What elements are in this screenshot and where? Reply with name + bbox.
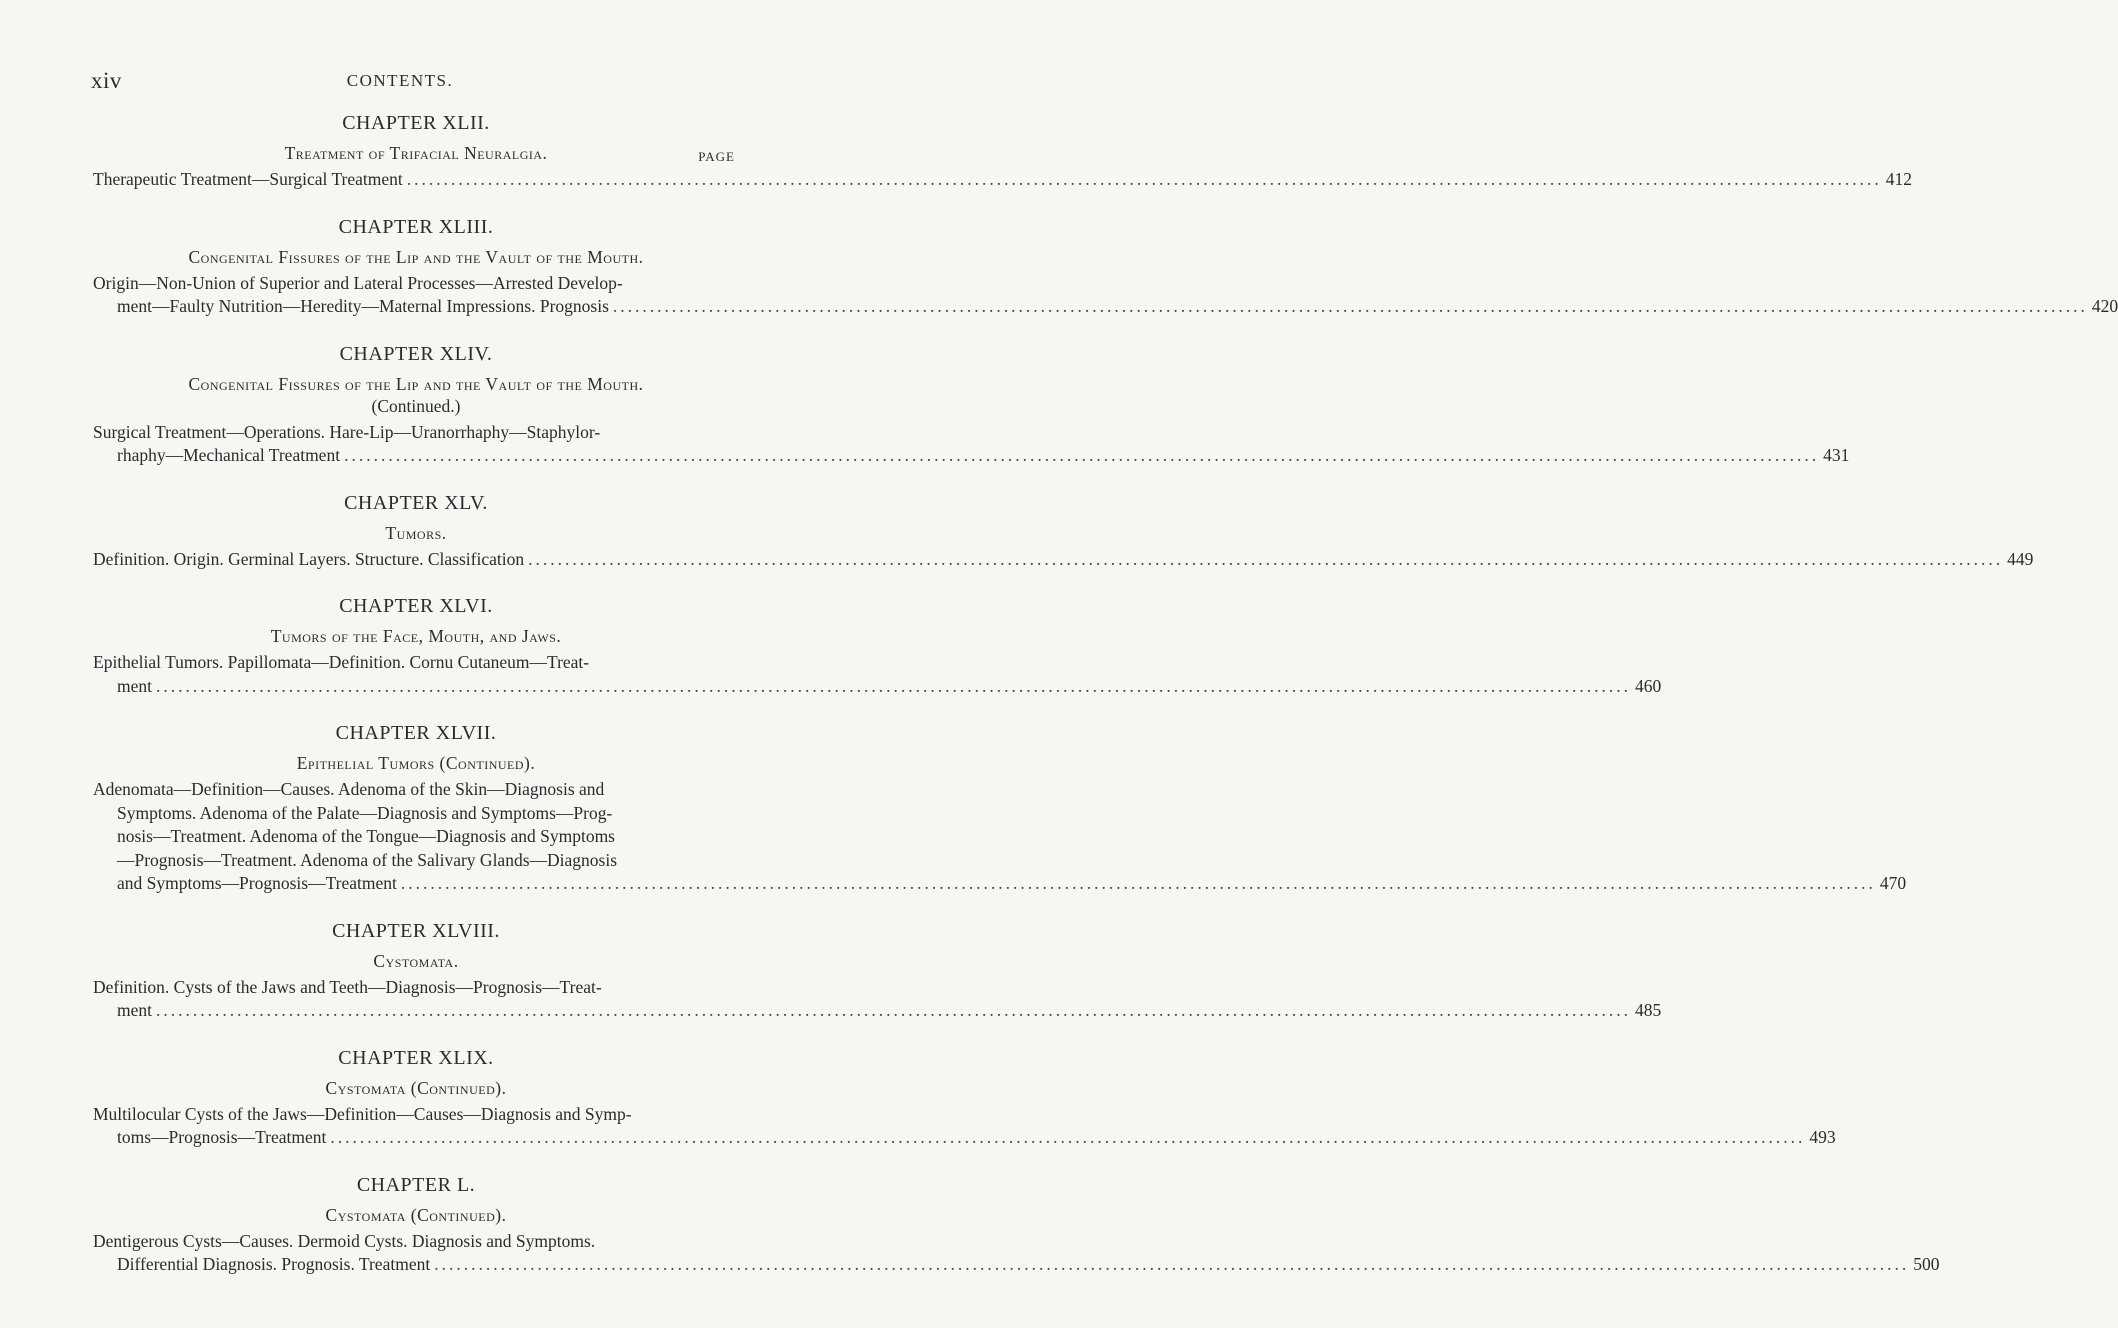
chapter-summary <box>93 272 2118 319</box>
summary-line <box>93 651 739 675</box>
chapter-title: Cystomata. <box>373 950 459 971</box>
chapter-summary <box>93 1230 1940 1277</box>
chapter-title: Congenital Fissures of the Lip and the Vault of the Mouth. <box>188 246 644 267</box>
chapter-number: CHAPTER XLVIII. <box>332 919 500 942</box>
chapter-entry <box>93 1172 1940 1277</box>
summary-text: toms—Prognosis—Treatment <box>117 1127 327 1147</box>
chapter-number: CHAPTER XLVI. <box>339 595 493 617</box>
summary-text: Therapeutic Treatment—Surgical Treatment <box>93 169 403 189</box>
chapter-title-row <box>93 625 739 647</box>
chapter-number: CHAPTER L. <box>356 1173 476 1196</box>
page-folio: xiv <box>91 68 122 93</box>
dot-leader: ........................................................................................................................................................................................................ <box>400 873 1876 893</box>
chapter-title-row <box>93 752 739 774</box>
dot-leader: ........................................................................................................................................................................................................ <box>528 548 2004 569</box>
summary-text: ment <box>117 1000 152 1020</box>
chapter-summary <box>93 168 1913 192</box>
dot-leader: ........................................................................................................................................................................................................ <box>406 169 1882 189</box>
page-number: 412 <box>1885 169 1913 189</box>
chapter-summary <box>93 976 1662 1023</box>
chapter-entry <box>93 918 1662 1023</box>
chapter-number: CHAPTER XLIX. <box>338 1046 494 1069</box>
chapter-subtitle: (Continued.) <box>371 395 461 416</box>
summary-line <box>93 825 739 849</box>
chapter-summary <box>93 1103 1836 1150</box>
summary-line <box>93 421 739 445</box>
page-number: 449 <box>2007 548 2034 569</box>
summary-line <box>93 872 1907 896</box>
summary-text: rhaphy—Mechanical Treatment <box>117 445 341 465</box>
summary-text: Adenomata—Definition—Causes. Adenoma of the Skin—Diagnosis and <box>93 779 605 799</box>
summary-text: ment—Faulty Nutrition—Heredity—Maternal Impressions. Prognosis <box>117 296 609 316</box>
dot-leader: ........................................................................................................................................................................................................ <box>434 1254 1910 1274</box>
page-number: 493 <box>1809 1127 1836 1147</box>
page-number: 470 <box>1879 873 1907 893</box>
summary-text: Surgical Treatment—Operations. Hare-Lip—Uranorrhaphy—Staphylor- <box>93 421 601 442</box>
chapter-summary <box>93 651 1662 698</box>
chapter-title: Cystomata (Continued). <box>325 1204 507 1225</box>
chapter-entry <box>93 720 1907 896</box>
summary-text: Epithelial Tumors. Papillomata—Definition. Cornu Cutaneum—Treat- <box>93 652 590 672</box>
dot-leader: ........................................................................................................................................................................................................ <box>612 296 2088 316</box>
summary-line <box>93 548 2034 572</box>
summary-line <box>93 272 739 296</box>
summary-line <box>93 675 1662 699</box>
chapter-title-row <box>93 950 739 972</box>
chapter-summary <box>93 778 1907 896</box>
summary-text: ment <box>117 675 152 696</box>
chapter-title: Congenital Fissures of the Lip and the Vault of the Mouth. <box>188 373 644 394</box>
chapter-entry <box>93 593 1662 698</box>
chapter-entry <box>93 110 1913 192</box>
summary-line <box>93 1103 739 1127</box>
running-title: CONTENTS. <box>346 71 454 90</box>
chapter-number: CHAPTER XLV. <box>344 491 488 514</box>
chapter-title-row <box>93 522 739 544</box>
summary-line <box>93 444 1850 468</box>
summary-line <box>93 778 739 802</box>
summary-text: nosis—Treatment. Adenoma of the Tongue—Diagnosis and Symptoms <box>117 826 615 846</box>
dot-leader: ........................................................................................................................................................................................................ <box>330 1127 1806 1147</box>
chapter-entry <box>93 1045 1836 1150</box>
chapter-entry <box>93 490 2034 572</box>
summary-line <box>93 849 739 873</box>
chapter-title-row <box>93 1204 739 1226</box>
chapter-summary <box>93 548 2034 572</box>
chapter-title-row <box>93 246 739 268</box>
summary-line <box>93 1230 739 1254</box>
summary-line <box>93 295 2118 319</box>
chapter-title: Tumors. <box>385 522 447 543</box>
summary-line <box>93 1126 1836 1150</box>
summary-text: and Symptoms—Prognosis—Treatment <box>117 873 397 893</box>
chapter-title: Cystomata (Continued). <box>325 1077 507 1098</box>
chapter-title: Treatment of Trifacial Neuralgia. <box>284 143 548 163</box>
chapter-title: Epithelial Tumors (Continued). <box>296 753 536 773</box>
summary-text: Differential Diagnosis. Prognosis. Treatment <box>117 1254 431 1274</box>
page-column-label: PAGE <box>698 149 735 164</box>
chapter-title-row <box>93 142 739 164</box>
dot-leader: ........................................................................................................................................................................................................ <box>156 1000 1631 1020</box>
summary-line <box>93 976 739 1000</box>
dot-leader: ........................................................................................................................................................................................................ <box>344 445 1820 465</box>
summary-text: Dentigerous Cysts—Causes. Dermoid Cysts. Diagnosis and Symptoms. <box>93 1230 596 1251</box>
summary-text: Multilocular Cysts of the Jaws—Definition—Causes—Diagnosis and Symp- <box>93 1103 632 1124</box>
summary-line <box>93 1253 1940 1277</box>
summary-text: Origin—Non-Union of Superior and Lateral Processes—Arrested Develop- <box>93 272 623 293</box>
summary-text: Definition. Origin. Germinal Layers. Structure. Classification <box>93 548 525 569</box>
page-number: 500 <box>1913 1254 1940 1274</box>
chapter-title-row <box>93 1077 739 1099</box>
dot-leader: ........................................................................................................................................................................................................ <box>156 675 1631 696</box>
chapter-number: CHAPTER XLII. <box>342 112 490 134</box>
chapter-number: CHAPTER XLVII. <box>335 722 497 744</box>
summary-text: —Prognosis—Treatment. Adenoma of the Salivary Glands—Diagnosis <box>117 849 618 870</box>
chapter-entry <box>93 214 2118 319</box>
page-number: 420 <box>2091 296 2118 316</box>
running-head <box>0 68 800 98</box>
contents-list <box>93 110 2118 1299</box>
summary-line <box>93 802 739 826</box>
chapter-number: CHAPTER XLIII. <box>338 215 494 238</box>
chapter-number: CHAPTER XLIV. <box>339 342 493 365</box>
summary-text: Symptoms. Adenoma of the Palate—Diagnosis and Symptoms—Prog- <box>117 802 613 823</box>
chapter-summary <box>93 421 1850 468</box>
page-number: 460 <box>1635 675 1662 696</box>
page-number: 431 <box>1823 445 1850 465</box>
chapter-title: Tumors of the Face, Mouth, and Jaws. <box>270 626 562 646</box>
chapter-entry <box>93 341 1850 468</box>
summary-text: Definition. Cysts of the Jaws and Teeth—Diagnosis—Prognosis—Treat- <box>93 976 602 997</box>
summary-line <box>93 168 1913 192</box>
page-number: 485 <box>1635 1000 1662 1020</box>
summary-line <box>93 999 1662 1023</box>
chapter-title-row <box>93 373 739 395</box>
